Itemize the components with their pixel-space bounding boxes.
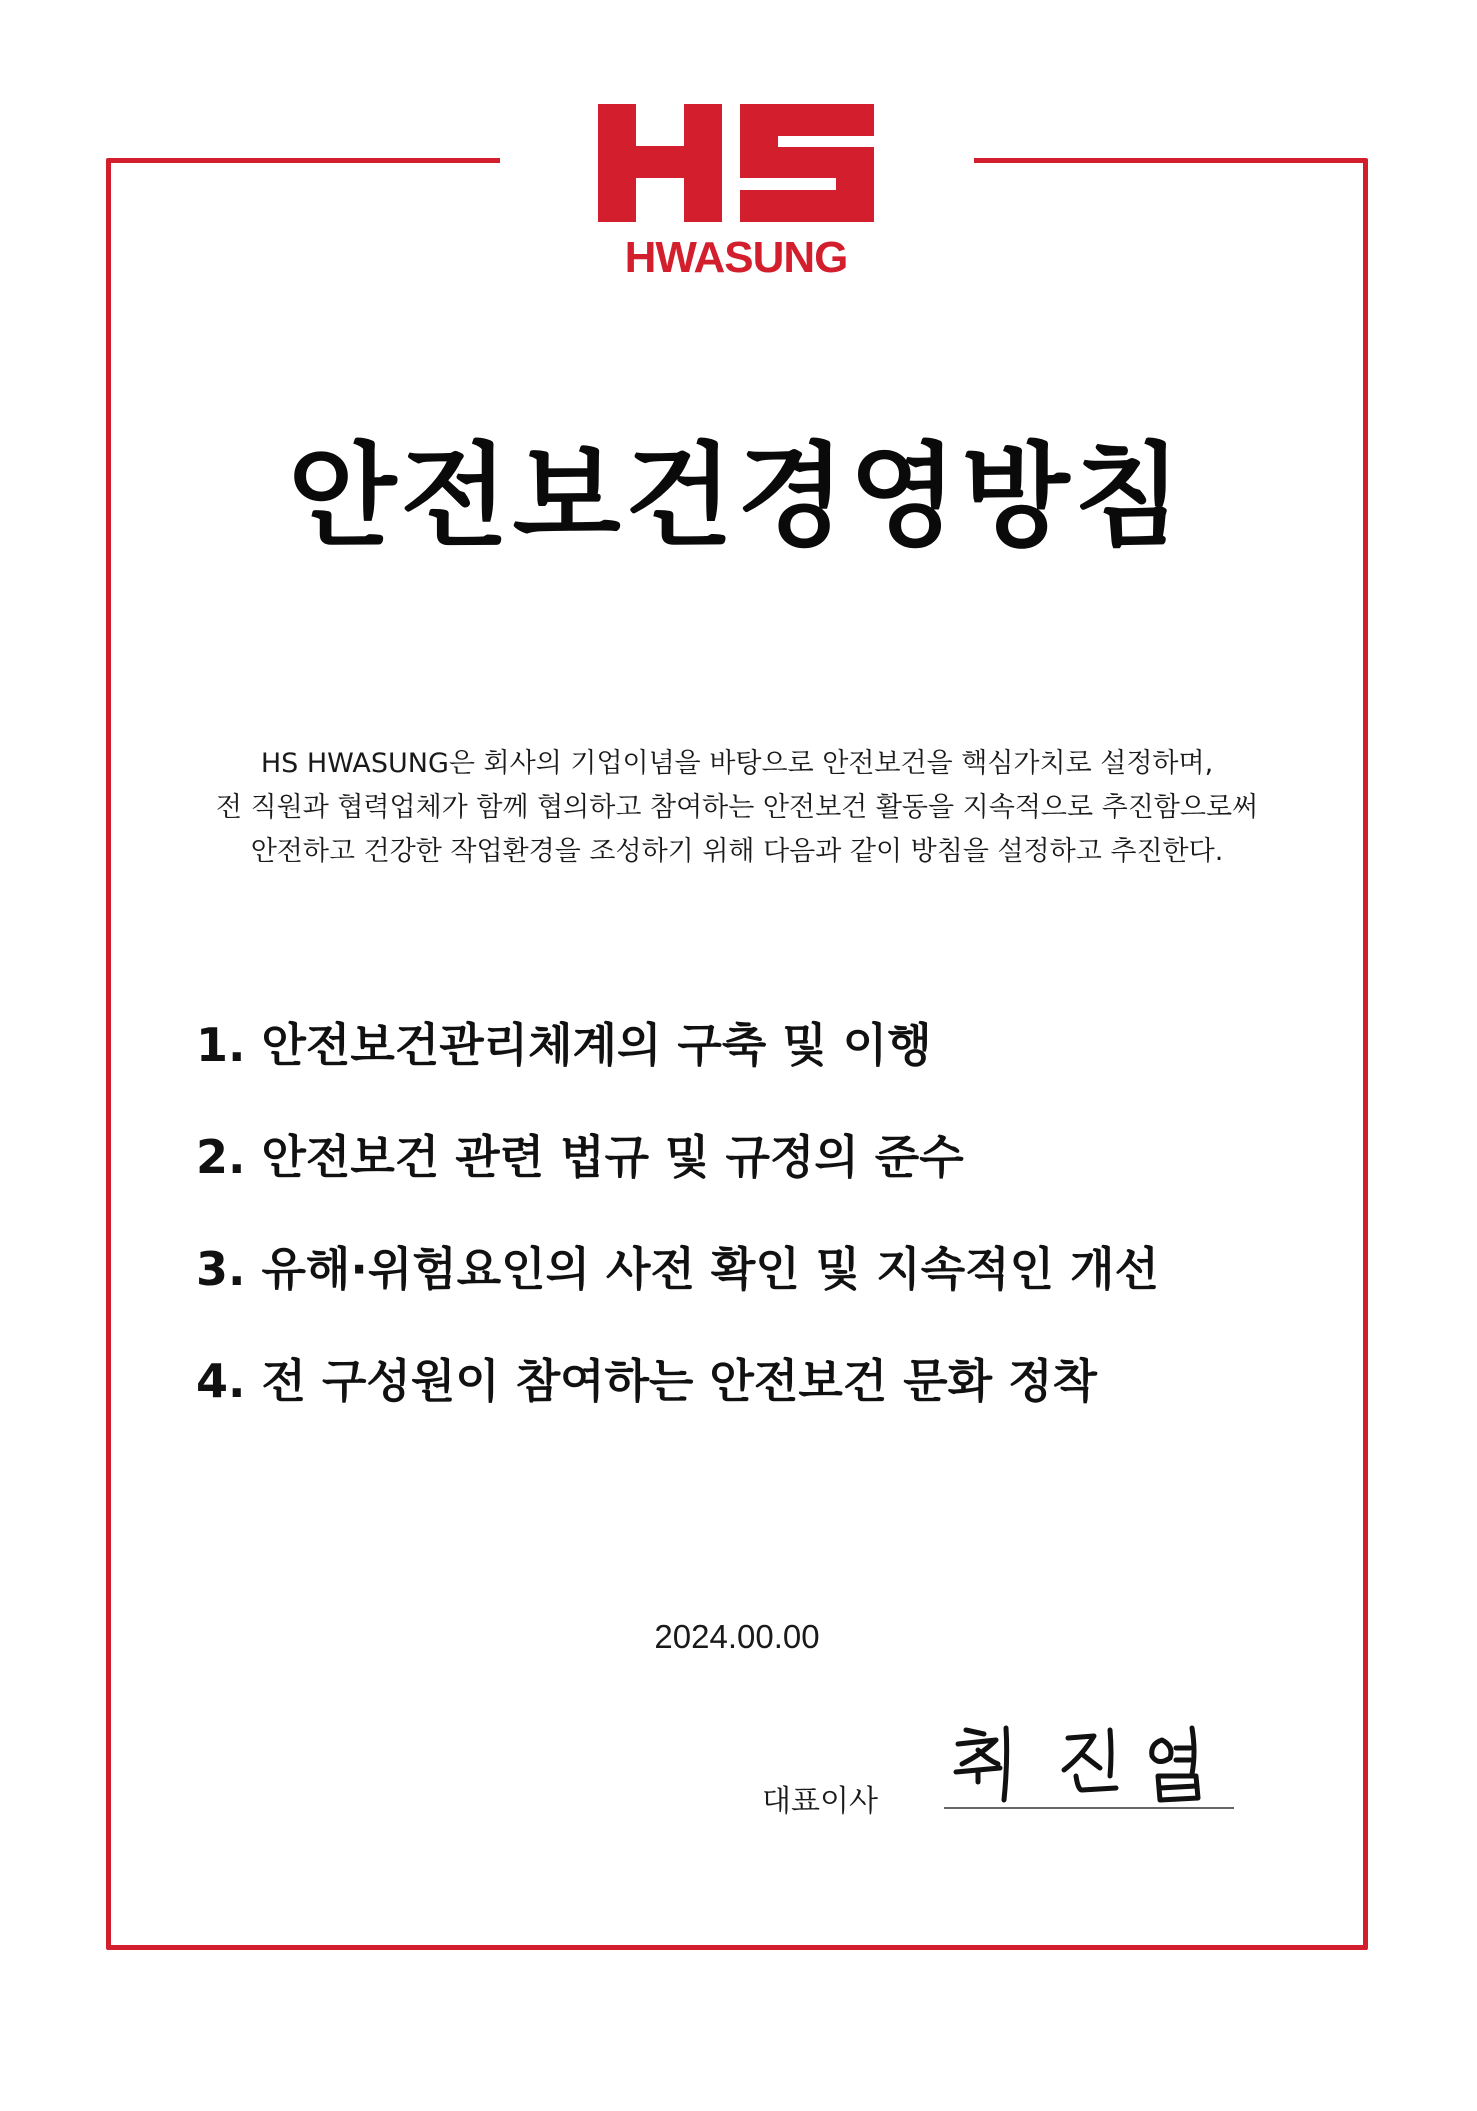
intro-paragraph — [106, 742, 1368, 874]
intro-line: 전 직원과 협력업체가 함께 협의하고 참여하는 안전보건 활동을 지속적으로 추진함으로써 — [215, 792, 1259, 823]
intro-line: HS HWASUNG은 회사의 기업이념을 바탕으로 안전보건을 핵심가치로 설정하며, — [260, 748, 1214, 779]
issue-date: 2024.00.00 — [654, 1618, 820, 1655]
handwritten-signature — [944, 1720, 1234, 1810]
policy-item: 1. 안전보건관리체계의 구축 및 이행 — [196, 1018, 932, 1072]
ceo-signature — [944, 1720, 1234, 1810]
logo-wordmark: HWASUNG — [624, 233, 848, 282]
company-logo — [598, 104, 874, 286]
document-title: 안전보건경영방침 — [288, 432, 1186, 562]
policy-list — [196, 1018, 1296, 1470]
policy-item: 4. 전 구성원이 참여하는 안전보건 문화 정착 — [196, 1354, 1097, 1408]
intro-line: 안전하고 건강한 작업환경을 조성하기 위해 다음과 같이 방침을 설정하고 추진한다. — [250, 836, 1224, 867]
signatory-title: 대표이사 — [762, 1784, 878, 1819]
hs-logo-mark — [598, 104, 874, 232]
policy-item: 3. 유해·위험요인의 사전 확인 및 지속적인 개선 — [196, 1242, 1159, 1296]
policy-item: 2. 안전보건 관련 법규 및 규정의 준수 — [196, 1130, 964, 1184]
